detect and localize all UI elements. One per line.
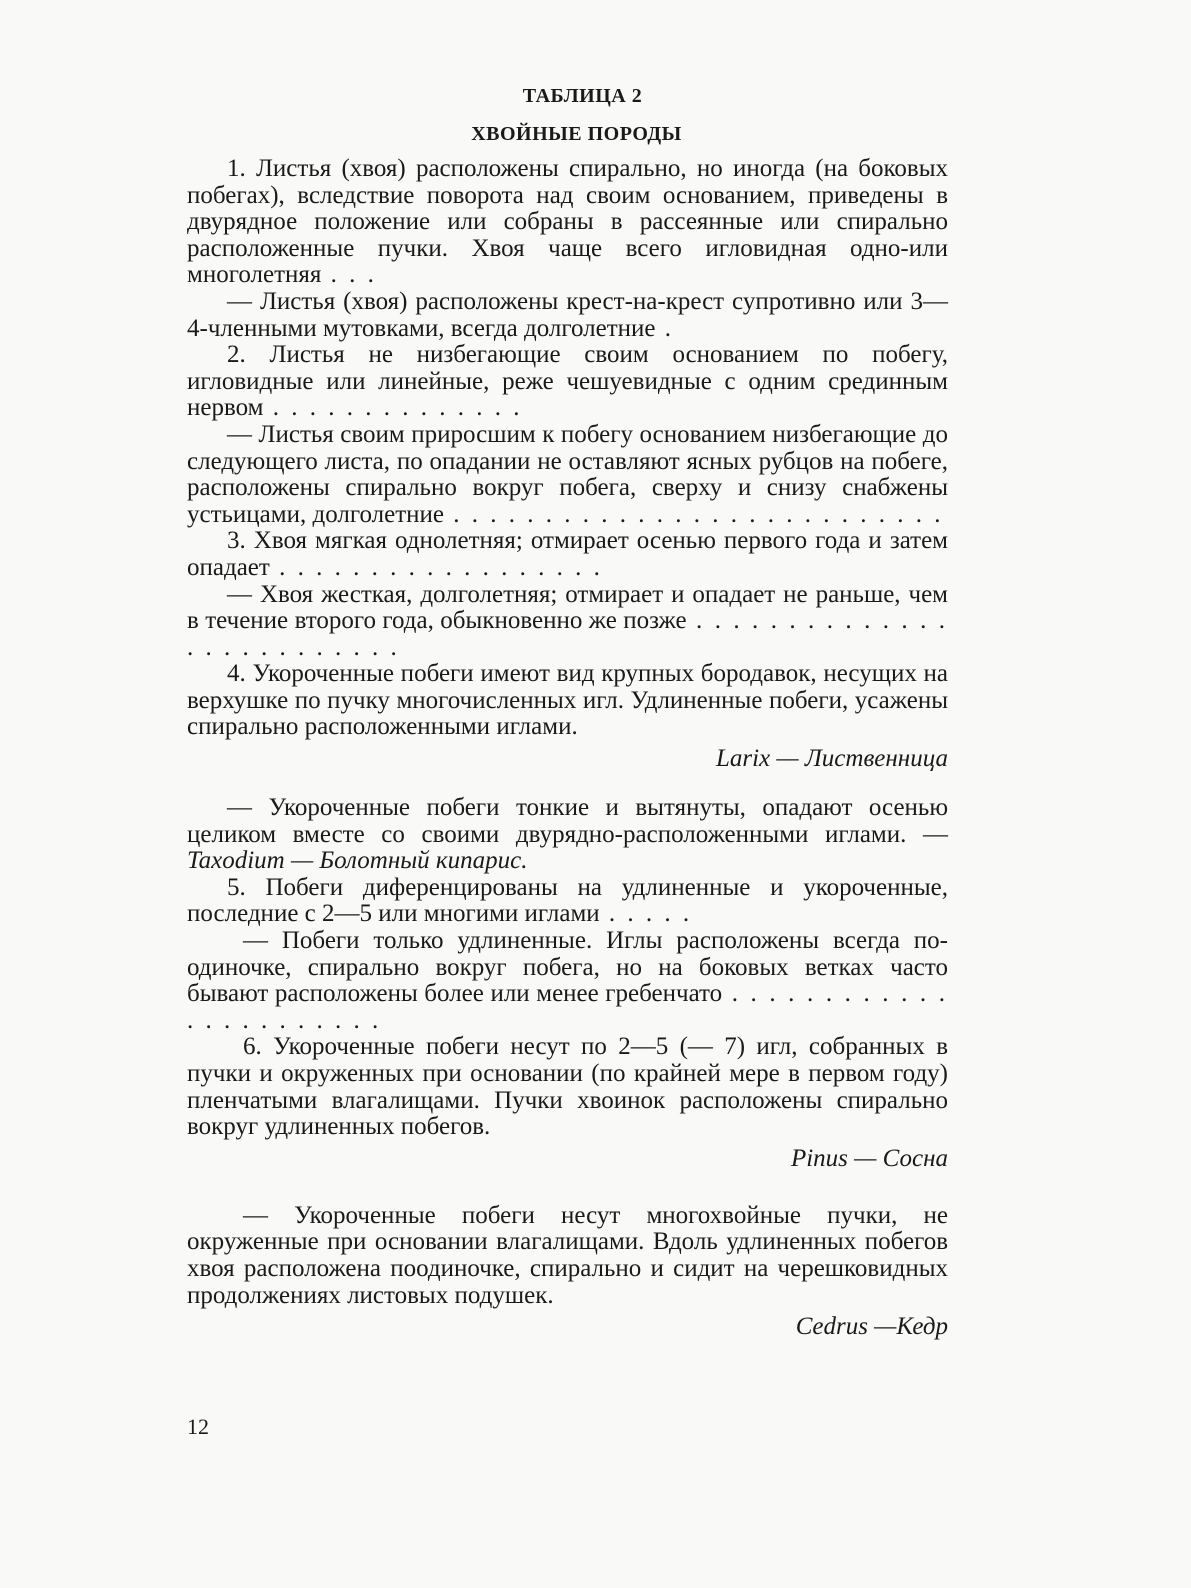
key-entry-5b: — Побеги только удлиненные. Иглы расположены всегда по-одиночке, спирально вокруг побега, но на боковых ветках часто бывают расположены более или менее гребенчато . . . . . . . . . . . . . . . . . . . . . . . — [187, 927, 948, 1034]
taxon-larix: Larix — Лиственница — [715, 745, 948, 773]
taxon-pinus: Pinus — Сосна — [790, 1144, 948, 1172]
key-entry-6a: 6. Укороченные побеги несут по 2—5 (— 7) игл, собранных в пучки и окруженных при основании (по крайней мере в первом году) пленчатыми влагалищами. Пучки хвоинок расположены спирально вокруг удлиненных побегов. — [187, 1033, 948, 1141]
section-title: ХВОЙНЫЕ ПОРОДЫ — [471, 123, 682, 145]
table-label: ТАБЛИЦА 2 — [522, 85, 643, 107]
key-entry-4a: 4. Укороченные побеги имеют вид крупных бородавок, несущих на верхушке по пучку многочисленных игл. Удлиненные побеги, усажены спирально расположенными иглами. — [187, 660, 948, 741]
key-entry-3b: — Хвоя жесткая, долголетняя; отмирает и опадает не раньше, чем в течение второго года, обыкновенно же позже . . . . . . . . . . . . . . . . . . . . . . . . . . — [187, 580, 948, 661]
key-entry-2b: — Листья своим приросшим к побегу основанием низбегающие до следующего листа, по опадании не оставляют ясных рубцов на побеге, расположены спирально вокруг побега, сверху и снизу снабжены устьицами, долголетние . . . . . . . . . . . . . . . . . . . . . . . . . . . — [187, 420, 948, 528]
key-entry-3a: 3. Хвоя мягкая однолетняя; отмирает осенью первого года и затем опадает . . . . . . . . . . . . . . . . . . — [187, 527, 948, 581]
key-entry-6b: — Укороченные побеги несут многохвойные пучки, не окруженные при основании влагалищами. Вдоль удлиненных побегов хвоя расположена поодиночке, спирально и сидит на черешковидных продолжениях листовых подушек. — [187, 1201, 948, 1309]
taxon-taxodium: Taxodium — Болотный кипарис. — [187, 847, 528, 875]
key-entry-1a: 1. Листья (хвоя) расположены спирально, но иногда (на боковых побегах), вследствие поворота над своим основанием, приведены в двурядное положение или собраны в рассеянные или спирально расположенные пучки. Хвоя чаще всего игловидная одно-или многолетняя . . . — [187, 155, 948, 289]
key-entry-4b: — Укороченные побеги тонкие и вытянуты, опадают осенью целиком вместе со своими двурядно-расположенными иглами. — Taxodium — Болотный кипарис. — [187, 794, 948, 875]
taxon-cedrus: Cedrus —Кедр — [795, 1313, 948, 1341]
text-column — [187, 84, 948, 1341]
key-entry-5a: 5. Побеги диференцированы на удлиненные и укороченные, последние с 2—5 или многими иглами . . . . . — [187, 873, 948, 928]
key-entry-1b: — Листья (хвоя) расположены крест-на-крест супротивно или 3—4-членными мутовками, всегда долголетние . — [187, 287, 948, 342]
key-entry-2a: 2. Листья не низбегающие своим основанием по побегу, игловидные или линейные, реже чешуевидные с одним срединным нервом . . . . . . . . . . . . . . — [187, 341, 948, 422]
page-number: 12 — [187, 1414, 209, 1439]
